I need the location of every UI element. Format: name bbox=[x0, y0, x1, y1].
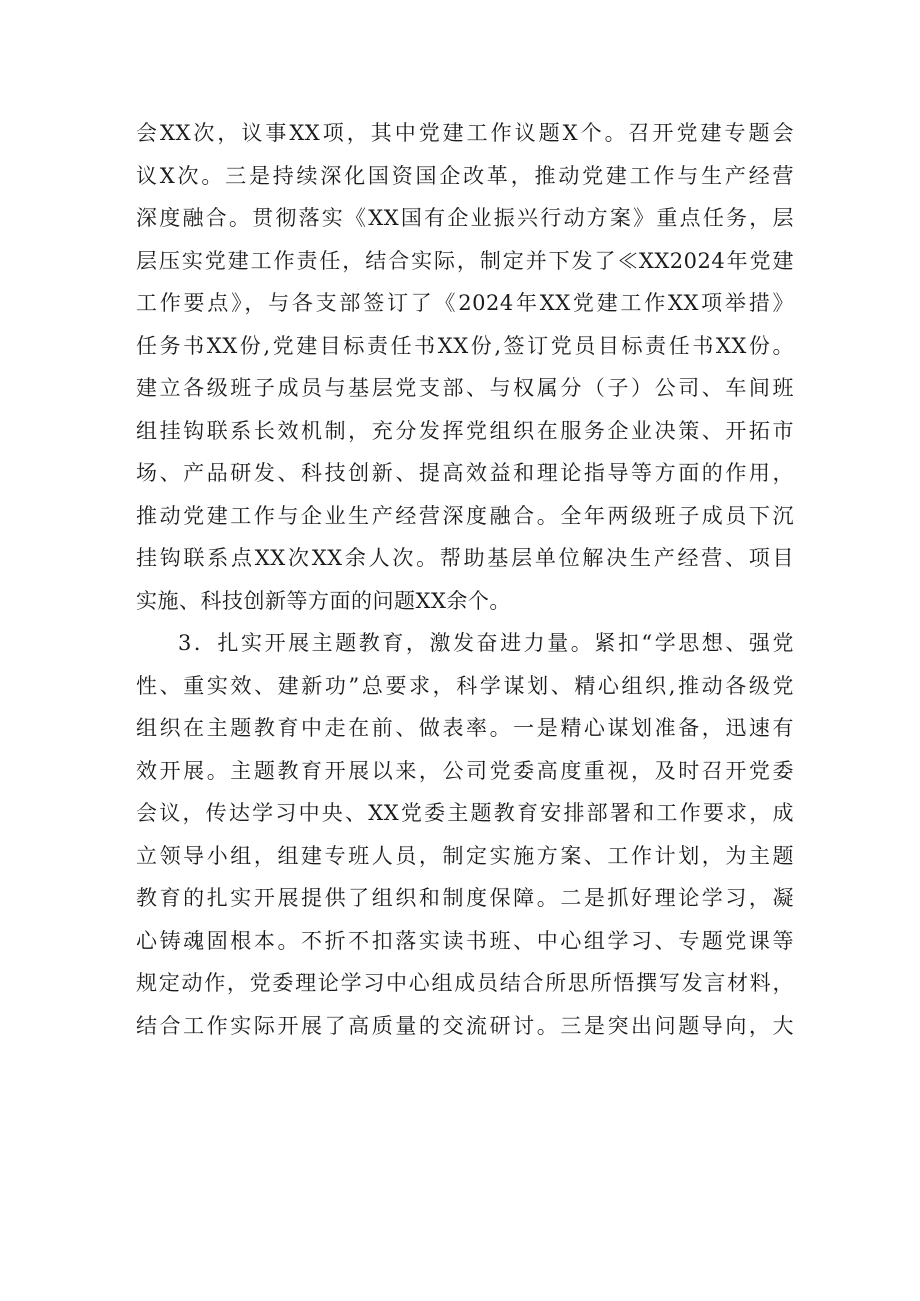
text-line: 建立各级班子成员与基层党支部、与权属分（子）公司、车间班 bbox=[136, 376, 794, 400]
text-line: 议X次。三是持续深化国资国企改革，推动党建工作与生产经营 bbox=[136, 163, 794, 188]
document-body bbox=[136, 112, 794, 1047]
text-line: 会XX次，议事XX项，其中党建工作议题X个。召开党建专题会 bbox=[136, 121, 794, 145]
paragraph-end-line: 实施、科技创新等方面的问题XX余个。 bbox=[136, 588, 511, 613]
text-line: 立领导小组，组建专班人员，制定实施方案、工作计划，为主题 bbox=[136, 843, 794, 868]
text-line: 组织在主题教育中走在前、做表率。一是精心谋划准备，迅速有 bbox=[136, 716, 794, 740]
text-line: 性、重实效、建新功”总要求，科学谋划、精心组织,推动各级党 bbox=[136, 673, 794, 698]
text-line: 规定动作，党委理论学习中心组成员结合所思所悟撰写发言材料， bbox=[136, 971, 794, 995]
paragraph-start-line: 3．扎实开展主题教育，激发奋进力量。紧扣“学思想、强党 bbox=[178, 631, 794, 655]
text-line: 结合工作实际开展了高质量的交流研讨。三是突出问题导向，大 bbox=[136, 1013, 794, 1038]
text-line: 教育的扎实开展提供了组织和制度保障。二是抓好理论学习，凝 bbox=[136, 886, 794, 910]
text-line: 任务书XX份,党建目标责任书XX份,签订党员目标责任书XX份。 bbox=[136, 333, 794, 358]
text-line: 层压实党建工作责任，结合实际，制定并下发了≪XX2024年党建 bbox=[136, 248, 794, 273]
text-line: 会议，传达学习中央、XX党委主题教育安排部署和工作要求，成 bbox=[136, 801, 794, 825]
text-line: 场、产品研发、科技创新、提高效益和理论指导等方面的作用， bbox=[136, 461, 794, 485]
text-line: 挂钩联系点XX次XX余人次。帮助基层单位解决生产经营、项目 bbox=[136, 546, 794, 570]
text-line: 推动党建工作与企业生产经营深度融合。全年两级班子成员下沉 bbox=[136, 503, 794, 528]
text-line: 工作要点》，与各支部签订了《2024年XX党建工作XX项举措》 bbox=[136, 291, 794, 315]
text-line: 效开展。主题教育开展以来，公司党委高度重视，及时召开党委 bbox=[136, 758, 794, 783]
text-line: 心铸魂固根本。不折不扣落实读书班、中心组学习、专题党课等 bbox=[136, 928, 794, 953]
text-line: 组挂钩联系长效机制，充分发挥党组织在服务企业决策、开拓市 bbox=[136, 418, 794, 443]
text-line: 深度融合。贯彻落实《XX国有企业振兴行动方案》重点任务，层 bbox=[136, 206, 794, 230]
